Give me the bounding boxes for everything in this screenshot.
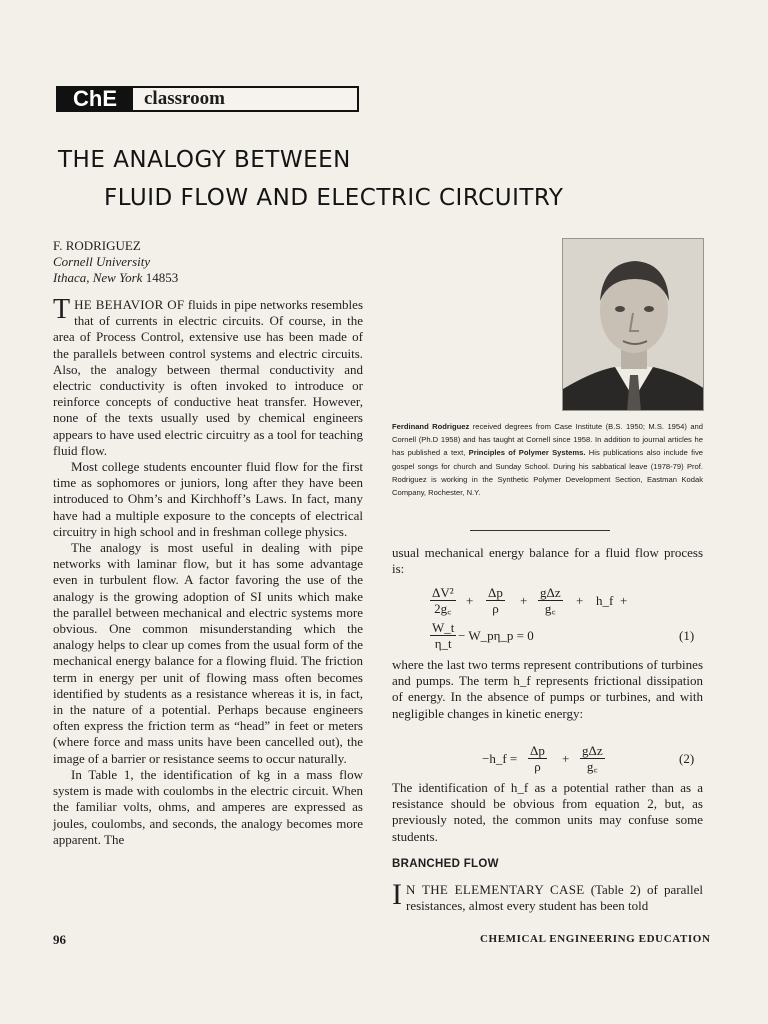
bio-text-b: His publications also include five gospel songs for church and Sunday School. During his sabbatical leave (1978-79) Prof. Rodriguez is working in the Synthetic Polymer Development Section, Eastman Kodak Company, Rochester, N.Y. [392,448,703,498]
eq1-fraction-potential: gΔz g꜀ [540,585,561,616]
bio-book-title: Principles of Polymer Systems. [468,448,586,458]
bio-name: Ferdinand Rodriguez [392,422,470,431]
left-column [53,294,363,848]
right-column-after-eq2: The identification of h_f as a potential rather than as a resistance should be obvious from equation 2, but, as previously noted, the common units may confuse some students. [392,780,703,844]
paragraph-text: (Table 2) of parallel resistances, almost every student has been told [406,882,703,914]
drop-cap: I [392,878,402,911]
article-title-line-2: FLUID FLOW AND ELECTRIC CIRCUITRY [104,185,564,211]
paragraph-3: The analogy is most useful in dealing with pipe networks with laminar flow, but it has some advantage even in turbulent flow. A factor favoring the use of the analogy is the growing adoption of SI units which make the parallel between mechanical and electric systems more obvious. One common misunderstanding which the analogy helps to clear up comes from the usual form of the mechanical energy balance for a flowing fluid. The friction term in energy per unit of flowing mass often becomes identified by students as a resistance whereas it is, in fact, in the nature of a potential. Perhaps because engineers often express the friction term as “head” in feet or meters (where force and mass units have been cancelled out), the image of a barrier or resistance seems to occur naturally. [53,540,363,766]
bio-text-a: received degrees from Case Institute (B.S. 1950; M.S. 1954) and Cornell (Ph.D 1958) and has taught at Cornell since 1958. In addition to journal articles he has published a text, [392,422,703,458]
paragraph-branched-flow [392,878,703,914]
paragraph-text: fluids in pipe networks resembles that of currents in electric circuits. Of course, in the area of Process Control, extensive use has been made of the parallels between control systems and electric circuits. Also, the analogy between thermal conductivity and electric conductivity is often invoked to introduce or reinforce concepts of conductive heat transfer. However, none of the texts usually used by chemical engineers appears to have used electric circuitry as a tool for teaching fluid flow. [53,297,363,458]
paragraph-4: In Table 1, the identification of kg in a mass flow system is made with coulombs in the electric circuit. When the familiar volts, ohms, and amperes are expressed as joules, coulombs, and seconds, the analogy becomes more apparent. The [53,766,363,847]
paragraph-intro [53,294,363,459]
lead-in: N THE ELEMENTARY CASE [406,882,585,897]
author-location [53,269,178,286]
eq1-fraction-turbine: $\frac{W\_t}{\eta\_t}$ [432,620,455,651]
che-logo: ChE [57,87,133,111]
author-affiliation: Cornell University [53,254,151,269]
right-column-intro: usual mechanical energy balance for a fluid flow process is: [392,545,703,577]
author-city: Ithaca, New York [53,270,143,285]
author-portrait-image [563,239,704,411]
eq2-fraction-potential: gΔz g꜀ [582,743,603,774]
author-zip: 14853 [145,270,179,285]
author-photo [562,238,704,411]
paragraph-2: Most college students encounter fluid flow for the first time as sophomores or juniors, long after they have been introduced to Ohm’s and Kirchhoff’s Laws. In fact, many have had a multiple exposure to the concepts of electrical circuitry in high school and in freshman college physics. [53,459,363,539]
right-column-explanation: where the last two terms represent contributions of turbines and pumps. The term h_f represents frictional dissipation of energy. In the absence of pumps or turbines, and with negligible changes in kinetic energy: [392,657,703,721]
section-heading: BRANCHED FLOW [392,858,499,870]
eq1-fraction-kinetic: $\frac{\text{ΔV²}}{2g꜀}$ [432,585,454,616]
lead-in: HE BEHAVIOR OF [74,297,185,312]
eq1-pump-term: − W_pη_p = 0 [458,628,534,643]
eq2-lhs: −h_f = [482,751,518,766]
page-number: 96 [53,932,66,947]
eq1-number: (1) [679,628,695,643]
drop-cap: T [53,294,71,325]
author-bio [392,420,703,499]
section-tag [56,86,359,112]
author-name: F. RODRIGUEZ [53,238,141,253]
eq2-fraction-pressure: $\frac{\Delta p}{\rho}$ [530,743,545,774]
section-tag-label: classroom [144,88,225,109]
bio-divider [470,530,610,531]
journal-name: CHEMICAL ENGINEERING EDUCATION [480,933,711,945]
eq1-fraction-pressure: $\frac{\Delta p}{\rho}$ [488,585,503,616]
eq2-number: (2) [679,751,695,766]
article-title-line-1: THE ANALOGY BETWEEN [58,147,351,173]
eq1-friction-term: h_f [596,593,614,608]
